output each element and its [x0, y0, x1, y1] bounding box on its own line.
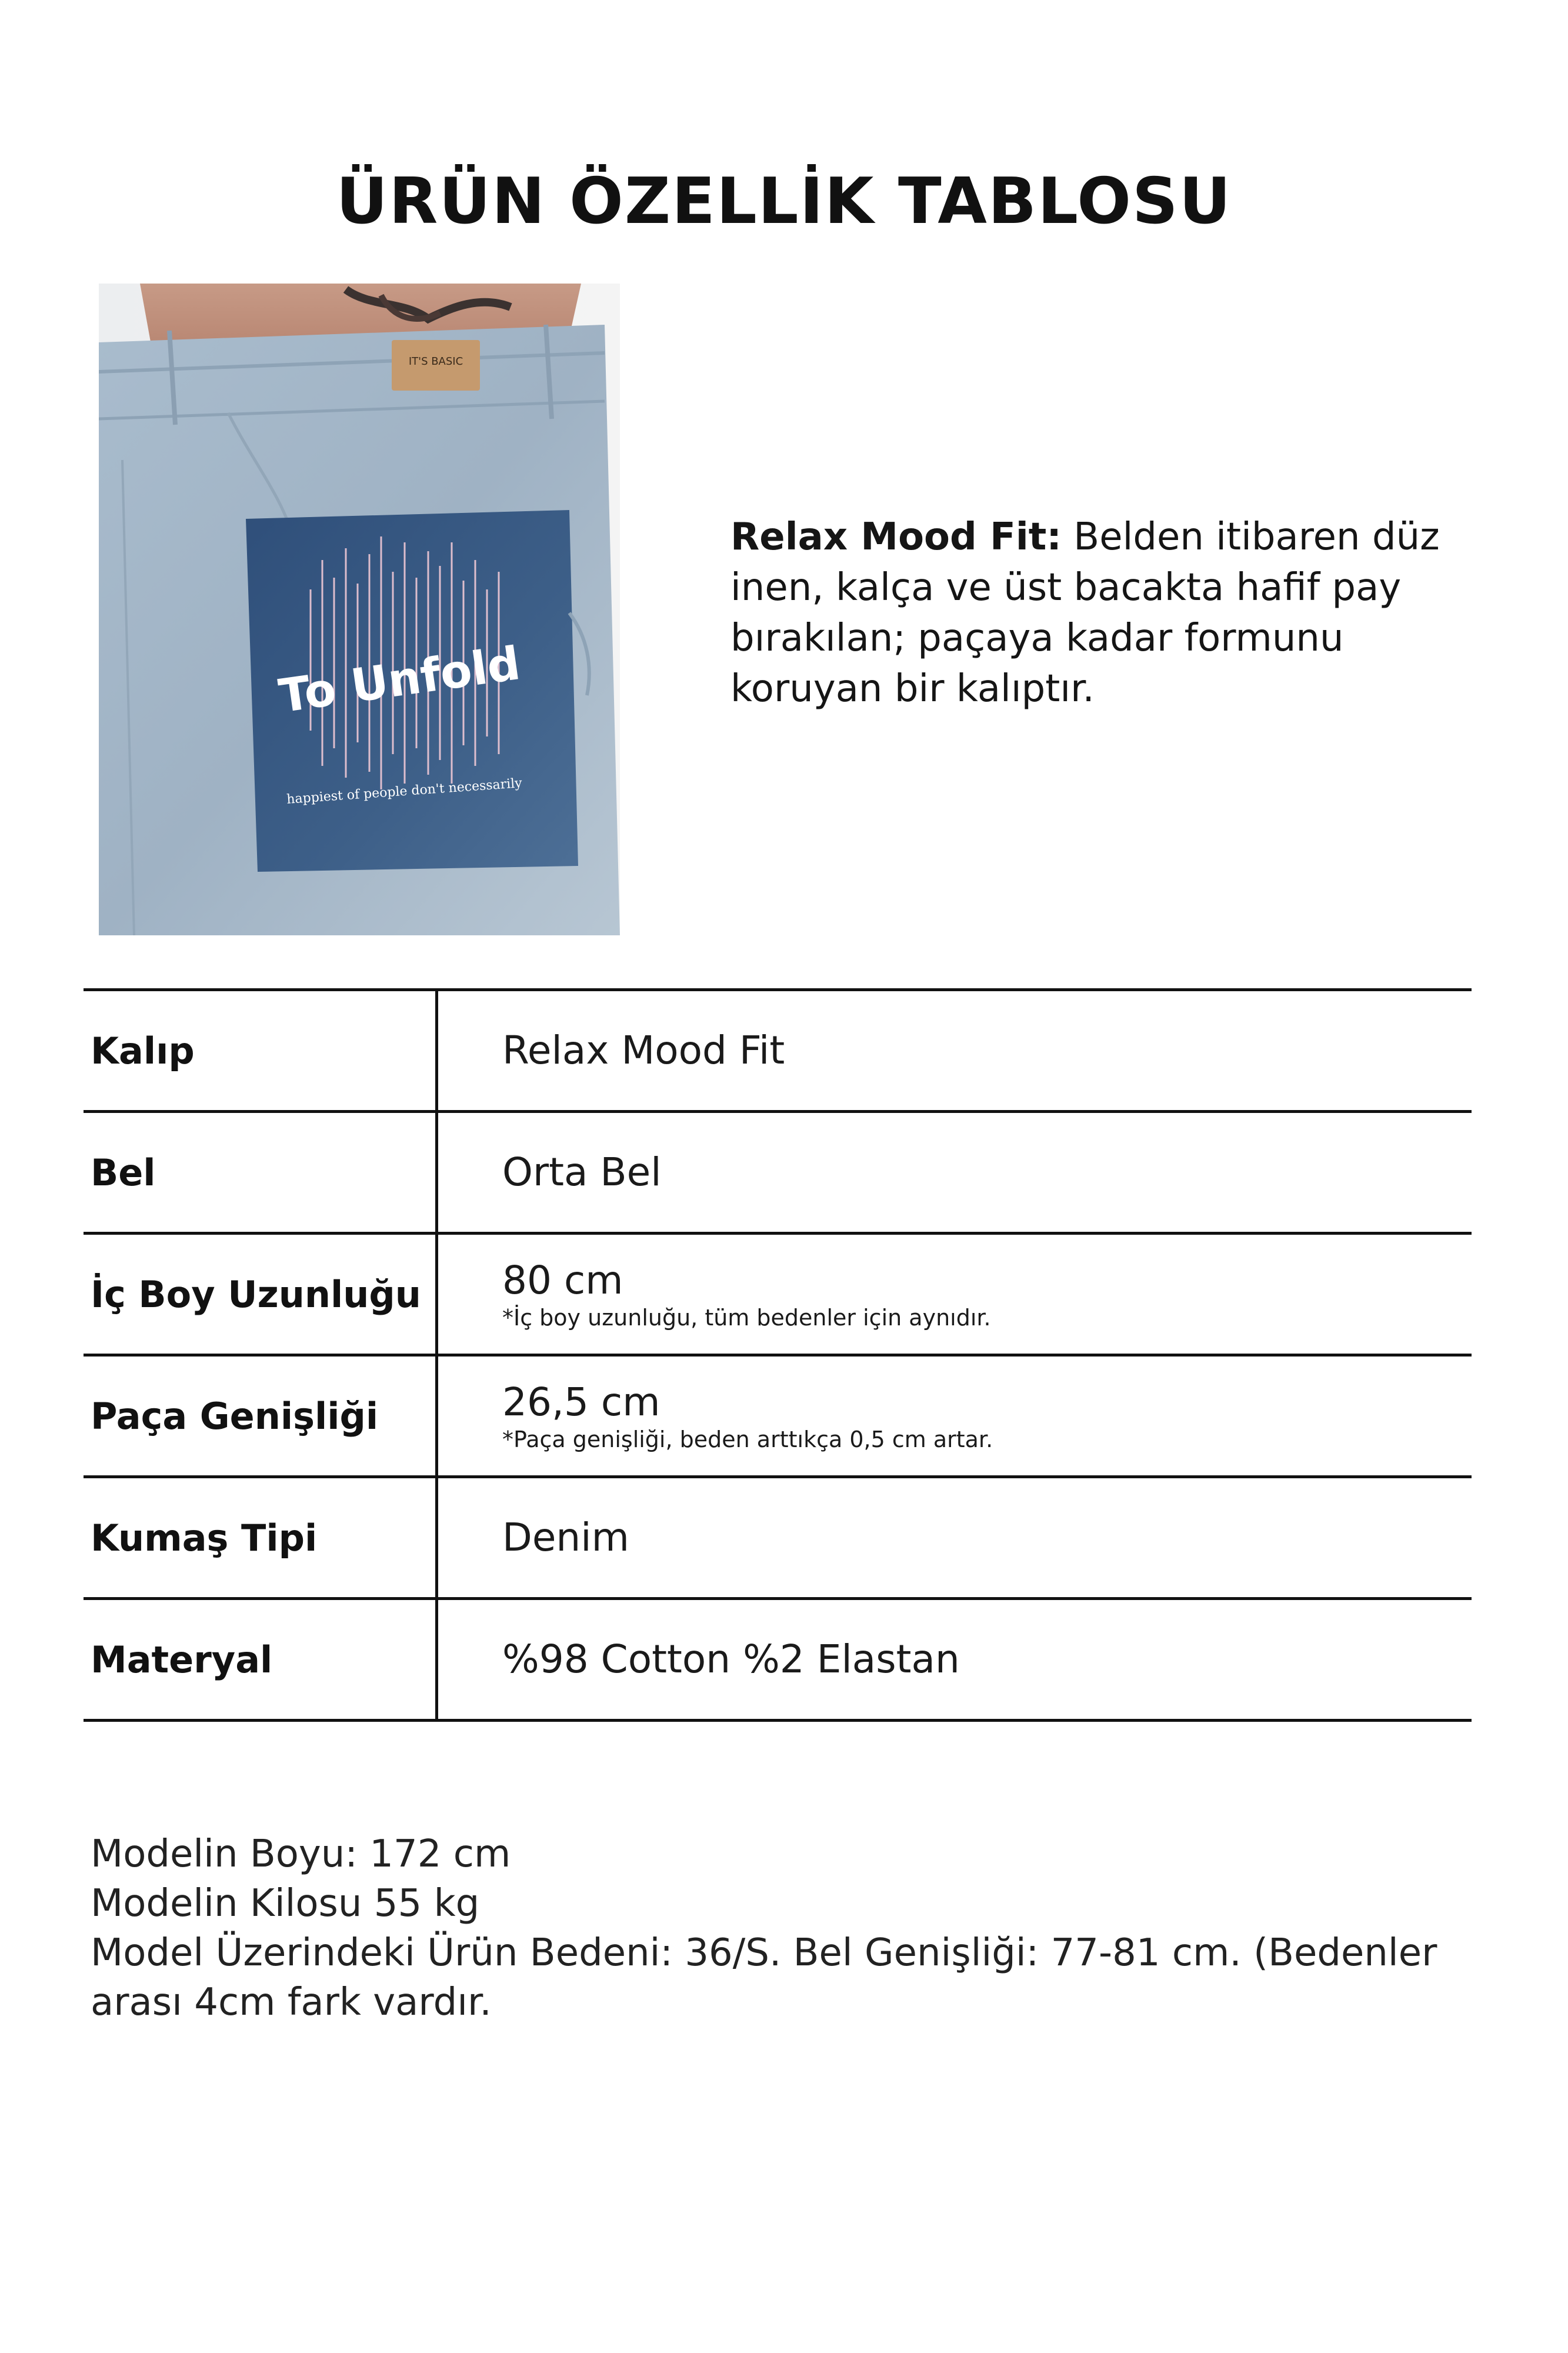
model-weight: Modelin Kilosu 55 kg	[91, 1882, 480, 1925]
spec-row-bel	[84, 1113, 1472, 1235]
model-info	[91, 1829, 1490, 2027]
print-subtext: happiest of people don't necessarily	[286, 776, 523, 807]
spec-value-cell	[502, 1235, 991, 1354]
column-divider	[435, 1357, 438, 1475]
label-tag-text: IT'S BASIC	[408, 355, 463, 368]
column-divider	[435, 1478, 438, 1597]
spec-label: İç Boy Uzunluğu	[91, 1272, 421, 1316]
print-text: To Unfold	[275, 636, 523, 724]
spec-label: Materyal	[91, 1638, 273, 1681]
spec-value: 80 cm	[502, 1258, 623, 1303]
page-title: ÜRÜN ÖZELLİK TABLOSU	[336, 165, 1232, 238]
fit-description-lead: Relax Mood Fit:	[730, 515, 1062, 559]
spec-row-kalip	[84, 991, 1472, 1113]
spec-value-cell	[502, 991, 785, 1110]
spec-row-ic-boy	[84, 1235, 1472, 1357]
fit-description-text: Belden itibaren düz inen, kalça ve üst bacakta hafif pay bırakılan; paçaya kadar formunu koruyan bir kalıptır.	[730, 515, 1440, 711]
spec-row-kumas	[84, 1478, 1472, 1600]
column-divider	[435, 1600, 438, 1719]
spec-value: %98 Cotton %2 Elastan	[502, 1637, 960, 1682]
spec-value-cell	[502, 1113, 662, 1232]
column-divider	[435, 991, 438, 1110]
spec-note: *İç boy uzunluğu, tüm bedenler için aynıdır.	[502, 1305, 991, 1331]
spec-value: Orta Bel	[502, 1149, 662, 1195]
model-height: Modelin Boyu: 172 cm	[91, 1832, 511, 1876]
spec-label: Paça Genişliği	[91, 1394, 379, 1438]
model-size: Model Üzerindeki Ürün Bedeni: 36/S. Bel Genişliği: 77-81 cm. (Bedenler arası 4cm fark vardır.	[91, 1931, 1437, 2024]
fit-description	[730, 512, 1489, 714]
spec-value-cell	[502, 1478, 629, 1597]
spec-table	[84, 988, 1472, 1724]
spec-value-cell	[502, 1600, 960, 1719]
spec-label: Kumaş Tipi	[91, 1516, 318, 1559]
spec-label: Kalıp	[91, 1029, 195, 1072]
spec-label: Bel	[91, 1151, 156, 1194]
jeans-back-illustration	[99, 284, 620, 935]
spec-row-paca	[84, 1357, 1472, 1478]
product-photo	[99, 284, 620, 935]
spec-value: Denim	[502, 1515, 629, 1560]
spec-value-cell	[502, 1357, 993, 1475]
spec-note: *Paça genişliği, beden arttıkça 0,5 cm artar.	[502, 1427, 993, 1452]
spec-value: Relax Mood Fit	[502, 1028, 785, 1073]
spec-row-materyal	[84, 1600, 1472, 1722]
spec-value: 26,5 cm	[502, 1379, 660, 1425]
column-divider	[435, 1113, 438, 1232]
column-divider	[435, 1235, 438, 1354]
